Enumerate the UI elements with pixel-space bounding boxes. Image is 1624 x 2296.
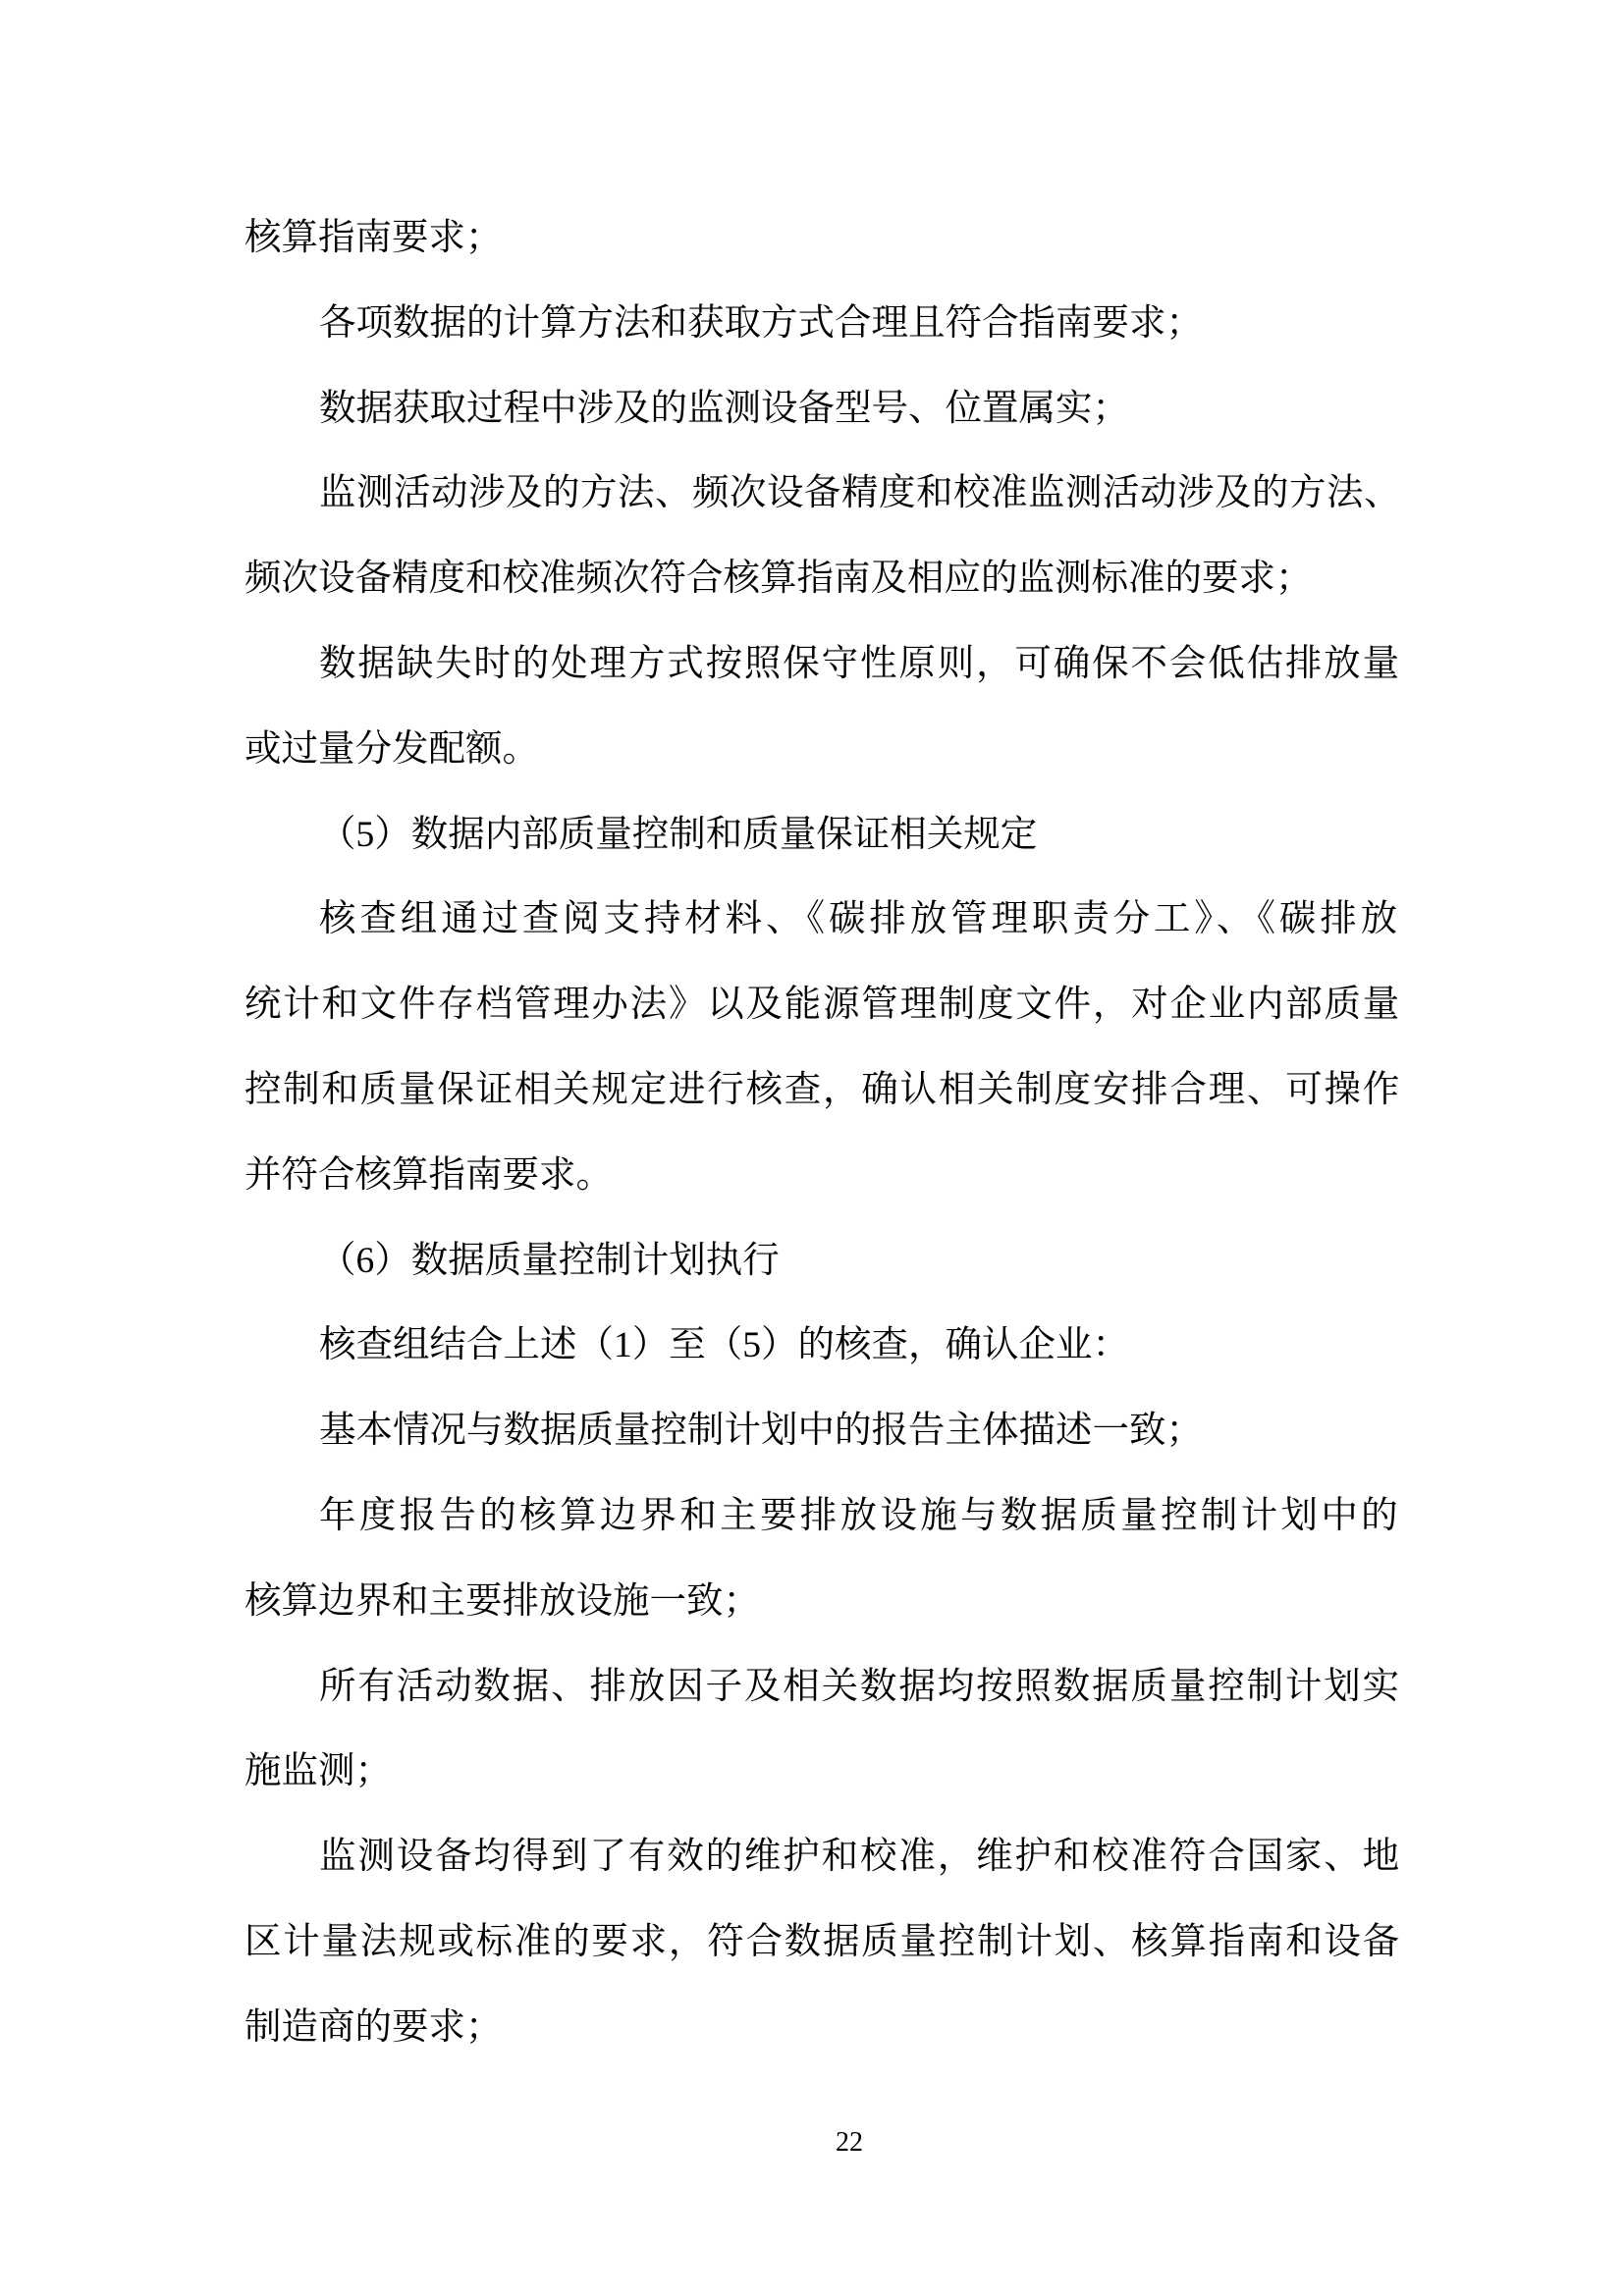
text-line-content: 所有活动数据、排放因子及相关数据均按照数据质量控制计划实 xyxy=(319,1666,1401,1707)
text-line xyxy=(244,452,1401,537)
text-line xyxy=(244,878,1401,963)
text-line-content: 控制和质量保证相关规定进行核查，确认相关制度安排合理、可操作 xyxy=(244,1069,1401,1110)
text-line-content: 核查组通过查阅支持材料、《碳排放管理职责分工》、《碳排放 xyxy=(319,899,1401,940)
text-line xyxy=(244,1986,1401,2071)
document-body xyxy=(244,196,1401,2071)
text-line-content: 核查组结合上述（1）至（5）的核查，确认企业： xyxy=(319,1325,1129,1366)
text-line-content: 制造商的要求； xyxy=(244,2006,503,2048)
text-line-content: 核算指南要求； xyxy=(244,218,503,258)
text-line-content: 数据获取过程中涉及的监测设备型号、位置属实； xyxy=(319,388,1129,429)
text-line xyxy=(244,1134,1401,1219)
text-line-content: 统计和文件存档管理办法》以及能源管理制度文件，对企业内部质量 xyxy=(244,985,1401,1026)
text-line-content: （5）数据内部质量控制和质量保证相关规定 xyxy=(319,814,1038,855)
text-line xyxy=(244,367,1401,453)
text-line xyxy=(244,537,1401,622)
text-line-content: 并符合核算指南要求。 xyxy=(244,1154,613,1196)
text-line-content: （6）数据质量控制计划执行 xyxy=(319,1240,780,1281)
page-number: 22 xyxy=(836,2127,863,2158)
text-line-content: 数据缺失时的处理方式按照保守性原则，可确保不会低估排放量 xyxy=(319,643,1401,684)
text-line xyxy=(244,282,1401,367)
text-line xyxy=(244,1048,1401,1134)
text-line-content: 监测设备均得到了有效的维护和校准，维护和校准符合国家、地 xyxy=(319,1837,1401,1878)
text-line xyxy=(244,1900,1401,1986)
text-line xyxy=(244,196,1401,282)
text-line xyxy=(244,1474,1401,1560)
text-line xyxy=(244,1645,1401,1731)
text-line-content: 监测活动涉及的方法、频次设备精度和校准监测活动涉及的方法、 xyxy=(319,473,1401,514)
text-line-content: 或过量分发配额。 xyxy=(244,728,539,770)
text-line xyxy=(244,1815,1401,1900)
text-line xyxy=(244,963,1401,1048)
text-line-content: 核算边界和主要排放设施一致； xyxy=(244,1580,760,1622)
text-line xyxy=(244,622,1401,708)
text-line-content: 施监测； xyxy=(244,1751,392,1792)
text-line xyxy=(244,708,1401,793)
text-line-content: 各项数据的计算方法和获取方式合理且符合指南要求； xyxy=(319,302,1203,344)
text-line xyxy=(244,1389,1401,1474)
text-line xyxy=(244,1304,1401,1389)
text-line-content: 区计量法规或标准的要求，符合数据质量控制计划、核算指南和设备 xyxy=(244,1921,1401,1962)
text-line-content: 基本情况与数据质量控制计划中的报告主体描述一致； xyxy=(319,1411,1203,1452)
text-line xyxy=(244,793,1401,879)
text-line xyxy=(244,1730,1401,1815)
text-line-content: 频次设备精度和校准频次符合核算指南及相应的监测标准的要求； xyxy=(244,559,1313,600)
text-line xyxy=(244,1219,1401,1305)
text-line xyxy=(244,1560,1401,1645)
text-line-content: 年度报告的核算边界和主要排放设施与数据质量控制计划中的 xyxy=(319,1495,1401,1536)
